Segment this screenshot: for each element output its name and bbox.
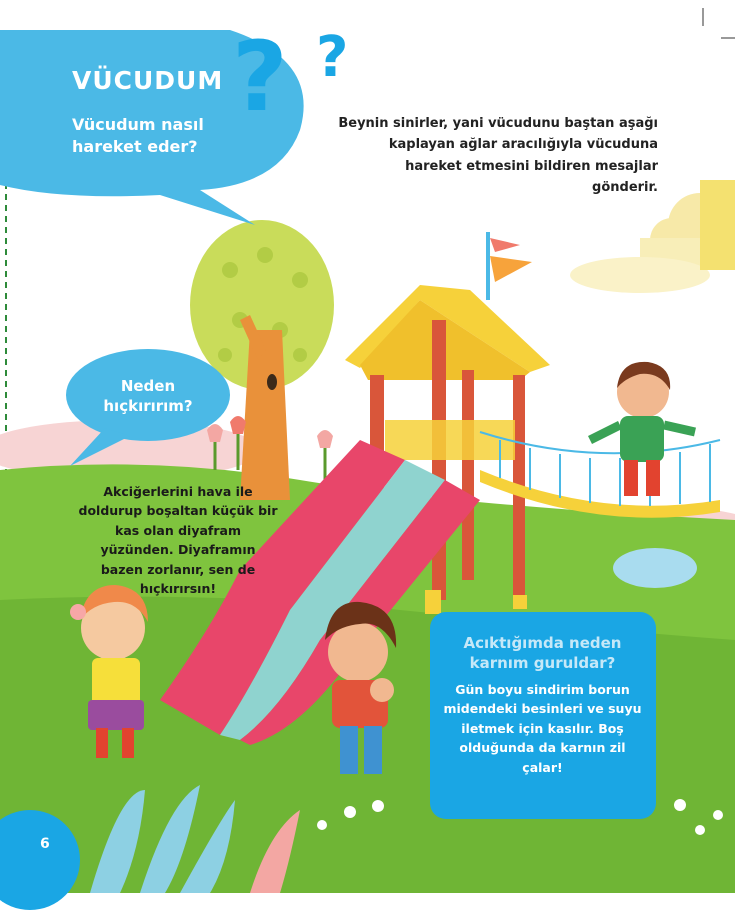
hiccup-question: Neden hıçkırırım?: [103, 377, 193, 416]
page-title: VÜCUDUM: [72, 66, 224, 95]
stomach-question: Acıktığımda neden karnım guruldar?: [463, 634, 622, 672]
yellow-sun-strip: [700, 180, 735, 270]
intro-text: Beynin sinirler, yani vücudunu baştan aşağı kaplayan ağlar aracılığıyla vücuduna hareket etmesini bildiren mesajlar gönderir.: [338, 116, 658, 196]
question-mark-icon: ?: [232, 21, 288, 133]
main-question: Vücudum nasıl hareket eder?: [72, 115, 204, 156]
question-mark-icon-small: ?: [316, 25, 349, 90]
stomach-answer: Gün boyu sindirim borun midendeki besinleri ve suyu iletmek için kasılır. Boş olduğunda da karnın zil çalar!: [443, 682, 642, 775]
hiccup-answer: Akciğerlerini hava ile doldurup boşaltan küçük bir kas olan diyafram yüzünden. Diyaframın bazen zorlanır, sen de hıçkırırsın!: [78, 484, 278, 596]
page-number: 6: [40, 836, 50, 852]
